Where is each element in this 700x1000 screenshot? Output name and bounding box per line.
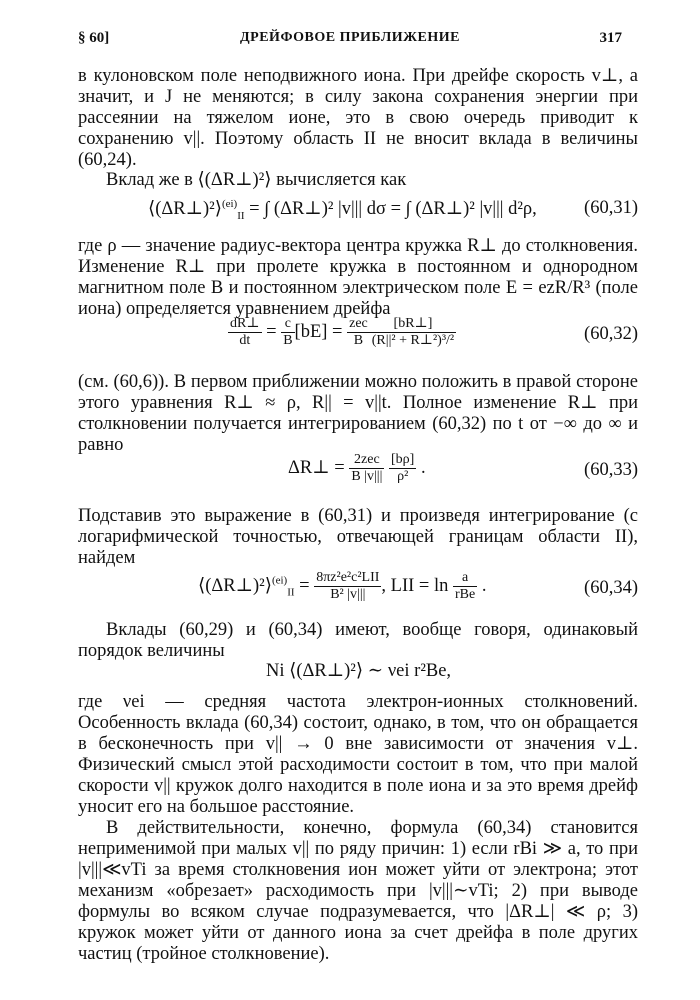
eq34-lhs: ⟨(ΔR⊥)²⟩ [198, 575, 272, 596]
eq34-lhs-sub: II [287, 586, 295, 599]
eq34-eq: = [294, 575, 315, 596]
running-header [78, 30, 622, 50]
equation-60-33 [78, 452, 638, 492]
eq34-number: (60,34) [584, 578, 638, 598]
eq32-frac-1: $\frac{dR\perp}{dt}$ [230, 316, 260, 348]
eq32-eq: = [261, 321, 282, 342]
equation-60-32 [78, 316, 638, 356]
header-title: ДРЕЙФОВОЕ ПРИБЛИЖЕНИЕ [240, 30, 460, 45]
eq33-tail: . [416, 457, 426, 478]
eq32-frac-4: $\frac{[bR\perp]}{\text{(R||² + R⊥²)³/²}}$ [371, 316, 455, 348]
equation-60-31 [78, 198, 638, 238]
eq34-lhs-sup: (ei) [271, 574, 288, 587]
paragraph-4: (см. (60,6)). В первом приближении можно положить в правой стороне этого уравнения R⊥ ≈ ρ, R|| = v||t. Полное изменение R⊥ при столкновении получается интегрированием (60,32) по t от −∞ до ∞ и равно [78, 372, 638, 455]
eq34-frac-1: $\frac{\text{8πz²e²c²LII}}{\text{B² |v|||}}$ [316, 570, 380, 602]
eq-order-text: Ni ⟨(ΔR⊥)²⟩ ∼ νei r²Be, [266, 661, 452, 681]
eq33-frac-1: $\frac{\text{2zec}}{B |v|||}$ [351, 452, 383, 484]
section-marker: § 60] [78, 30, 110, 46]
eq32-frac-2: $\frac{c}{B}$ [283, 316, 293, 348]
eq31-lhs-sub: II [237, 209, 245, 222]
paragraph-2: Вклад же в ⟨(ΔR⊥)²⟩ вычисляется как [106, 170, 407, 190]
paragraph-3: где ρ — значение радиус-вектора центра кружка R⊥ до столкновения. Изменение R⊥ при пролете кружка в постоянном и однородном магнитном поле B и постоянном электрическом поле E = ezR/R³ (поле иона) определяется уравнением дрейфа [78, 236, 638, 319]
paragraph-8: В действительности, конечно, формула (60,34) становится неприменимой при малых v|| по ряду причин: 1) если rBi ≫ a, то при |v|||≪vTi за время столкновения ион может уйти от электрона; этот механизм «обрезает» расходимость при |v|||∼vTi; 2) при выводе формулы во всяком случае подразумевается, что |ΔR⊥| ≪ ρ; 3) кружок может уйти от данного иона за счет дрейфа в поле других частиц (тройное столкновение). [78, 818, 638, 964]
eq31-rhs: = ∫ (ΔR⊥)² |v||| dσ = ∫ (ΔR⊥)² |v||| d²ρ, [244, 199, 537, 220]
paragraph-6: Вклады (60,29) и (60,34) имеют, вообще говоря, одинаковый порядок величины [78, 620, 638, 661]
eq32-frac-3: $\frac{\text{zec}}{B}$ [349, 316, 368, 348]
eq32-number: (60,32) [584, 324, 638, 344]
paragraph-1: в кулоновском поле неподвижного иона. При дрейфе скорость v⊥, а значит, и J не меняются; в силу закона сохранения энергии при рассеянии на тяжелом ионе, это в свою очередь приводит к сохранению v||. Поэтому область II не вносит вклада в величины (60,24). [78, 66, 638, 170]
eq31-lhs-sup: (ei) [221, 198, 238, 210]
paragraph-7: где νei — средняя частота электрон-ионных столкновений. Особенность вклада (60,34) состоит, однако, в том, что он обращается в бесконечность при v|| → 0 вне зависимости от значения v⊥. Физический смысл этой расходимости состоит в том, что при малой скорости v|| кружок долго находится в поле иона и за это время дрейф уносит его на большое расстояние. [78, 692, 638, 817]
eq32-mid: [bE] = [294, 321, 348, 342]
paragraph-5: Подставив это выражение в (60,31) и произведя интегрирование (с логарифмической точностью, отвечающей границам области II), найдем [78, 506, 638, 568]
page-number: 317 [599, 30, 622, 46]
eq31-lhs: ⟨(ΔR⊥)²⟩ [148, 199, 222, 220]
equation-60-34 [78, 570, 638, 610]
eq34-frac-2: $\frac{a}{\text{rBe}}$ [454, 570, 476, 602]
eq33-frac-2: $\frac{[b\rho]}{\text{ρ²}}$ [391, 452, 415, 484]
eq31-number: (60,31) [584, 198, 638, 218]
eq34-tail: . [477, 575, 487, 596]
eq34-mid: , LII = ln [381, 575, 453, 596]
eq33-number: (60,33) [584, 460, 638, 480]
eq33-lhs: ΔR⊥ = [288, 457, 350, 478]
